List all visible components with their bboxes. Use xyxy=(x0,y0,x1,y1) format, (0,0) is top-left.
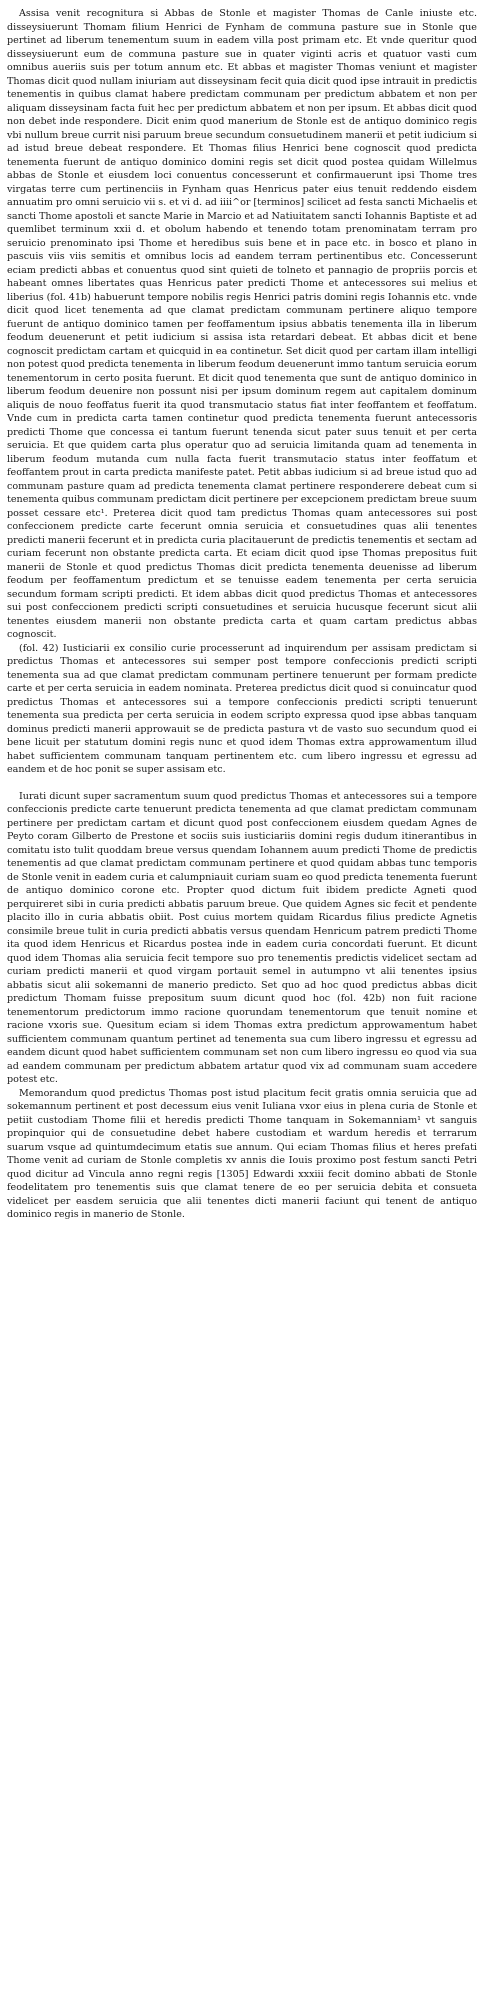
paragraph-iurati: Iurati dicunt super sacramentum suum quod predictus Thomas et antecessores sui a tempore confeccionis predicte carte tenuerunt predicta tenementa ad que clamat predictam communam pertinere per predictam cartam et dicunt quod post confeccionem eiusdem quedam Agnes de Peyto coram Gilberto de Prestone et sociis suis iusticiariis domini regis dudum itinerantibus in comitatu isto tulit quoddam breue versus quendam Iohannem auum predicti Thome de predictis tenementis ad que clamat predictam communam pertinere et quod quidam abbas tunc temporis de Stonle venit in eadem curia et calumpniauit curiam suam eo quod predicta tenementa fuerunt de antiquo dominico corone etc. Propter quod dictum fuit ibidem predicte Agneti quod perquireret sibi in curia predicti abbatis paruum breue. Que quidem Agnes sic fecit et pendente placito illo in curia abbatis obiit. Post cuius mortem quidam Ricardus filius predicte Agnetis consimile breue tulit in curia predicti abbatis versus quendam Henricum patrem predicti Thome ita quod idem Henricus et Ricardus postea inde in eadem curia concordati fuerunt. Et dicunt quod idem Thomas alia seruicia fecit tempore suo pro tenementis predictis videlicet sectam ad curiam predicti manerii et quod virgam portauit semel in autumpno vt alii tenentes ipsius abbatis sicut alii sokemanni de manerio predicto. Set quo ad hoc quod predictus abbas dicit predictum Thomam fuisse prepositum suum dicunt quod hoc (fol. 42b) non fuit racione tenementorum predictorum immo racione quorundam tenementorum que tenuit nomine et racione vxoris sue. Quesitum eciam si idem Thomas extra predictum approwamentum habet sufficientem communam quantum pertinet ad tenementa sua cum libero ingressu et egressu ad eandem dicunt quod habet sufficientem communam set non cum libero ingressu eo quod via sua ad eandem communam per predictum abbatem artatur quod vix ad communam suam accedere potest etc. xyxy=(7,790,477,1085)
paragraph-iusticiarii: (fol. 42) Iusticiarii ex consilio curie processerunt ad inquirendum per assisam predictam si predictus Thomas et antecessores sui semper post tempore confeccionis predicti scripti tenementa sua ad que clamat predictam communam pertinere tenuerunt per formam predicte carte et per certa seruicia in eadem nominata. Preterea predictus dicit quod si conuincatur quod predictus Thomas et antecessores sui a tempore confeccionis predicti scripti tenuerunt tenementa sua predicta per certa seruicia in eodem scripto expressa quod ipse abbas tanquam dominus predicti manerii approwauit se de predicta pastura vt de vasto suo secundum quod ei bene licuit per statutum domini regis nunc et quod idem Thomas extra approwamentum illud habet sufficientem communam tanquam pertinentem etc. cum libero ingressu et egressu ad eandem et de hoc ponit se super assisam etc. xyxy=(7,642,477,775)
paragraph-assisa: Assisa venit recognitura si Abbas de Stonle et magister Thomas de Canle iniuste etc. disseysiuerunt Thomam filium Henrici de Fynham de communa pasture sue in Stonle que pertinet ad liberum tenementum suum in eadem villa post primam etc. Et vnde queritur quod disseysiuerunt eum de communa pasture sue in quater viginti acris et quatuor vasti cum omnibus aueriis suis per totum annum etc. Et abbas et magister Thomas veniunt et magister Thomas dicit quod nullam iniuriam aut disseysinam fecit quia dicit quod ipse intrauit in predictis tenementis in quibus clamat habere predictam communam per predictum abbatem et non per aliquam disseysinam facta fuit hec per predictum abbatem et non per ipsum. Et abbas dicit quod non debet inde respondere. Dicit enim quod manerium de Stonle est de antiquo dominico regis vbi nullum breue currit nisi paruum breue secundum consuetudinem manerii et petit iudicium si ad istud breue debeat respondere. Et Thomas filius Henrici bene cognoscit quod predicta tenementa fuerunt de antiquo dominico domini regis set dicit quod postea quidam Willelmus abbas de Stonle et eiusdem loci conuentus concesserunt et confirmauerunt ipsi Thome tres virgatas terre cum pertinenciis in Fynham quas Henricus pater eius tenuit reddendo eisdem annuatim pro omni seruicio vii s. et vi d. ad iiii^or [terminos] scilicet ad festa sancti Michaelis et sancti Thome apostoli et sancte Marie in Marcio et ad Natiuitatem sancti Iohannis Baptiste et ad quemlibet terminum xxii d. et obolum habendo et tenendo totam prenominatam terram pro seruicio prenominato ipsi Thome et heredibus suis bene et in pace etc. in bosco et plano in pascuis viis viis semitis et omnibus locis ad eandem terram pertinentibus etc. Concesserunt eciam predicti abbas et conuentus quod sint quieti de tolneto et pannagio de propriis porcis et habeant omnes libertates quas Henricus pater predicti Thome et antecessores sui melius et liberius (fol. 41b) habuerunt tempore nobilis regis Henrici patris domini regis Iohannis etc. vnde dicit quod licet tenementa ad que clamat predictam communam pertinere aliquo tempore fuerunt de antiquo dominico tamen per feoffamentum ipsius abbatis tenementa illa in liberum feodum deuenerunt et petit iudicium si assisa ista retardari debeat. Et abbas dicit et bene cognoscit predictam cartam et quicquid in ea continetur. Set dicit quod per cartam illam intelligi non potest quod predicta tenementa in liberum feodum deuenerunt immo tantum seruicia eorum tenementorum in certo posita fuerunt. Et dicit quod tenementa que sunt de antiquo dominico in liberum feodum deuenire non possunt nisi per ipsum dominum regem aut capitalem dominum aliquis de nouo feoffatus fuerit ita quod transmutacio status fiat inter feoffantem et feoffatum. Vnde cum in predicta carta tamen continetur quod predicta tenementa fuerunt antecessoris predicti Thome que concessa ei tantum fuerunt tenenda sicut pater suus tenuit et per certa seruicia. Et que quidem carta plus operatur quo ad seruicia limitanda quam ad tenementa in liberum feodum mutanda cum nulla facta fuerit transmutacio status inter feoffatum et feoffantem prout in carta predicta manifeste patet. Petit abbas iudicium si ad breue istud quo ad communam pasture quam ad predicta tenementa clamat pertinere responderere debeat cum si tenementa quibus communam predictam dicit pertinere per excepcionem predictam breue suum posset cessare etc¹. Preterea dicit quod tam predictus Thomas quam antecessores sui post confeccionem predicte carte fecerunt omnia seruicia et consuetudines quas alii tenentes predicti manerii fecerunt et in predicta curia placitauerunt de predictis tenementis et sectam ad curiam fecerunt non obstante predicta carta. Et eciam dicit quod ipse Thomas prepositus fuit manerii de Stonle et quod predictus Thomas dicit predicta tenementa deuenisse ad liberum feodum per feoffamentum predictum et se tenuisse eadem tenementa per certa seruicia secundum formam scripti predicti. Et idem abbas dicit quod predictus Thomas et antecessores sui post confeccionem predicti scripti consuetudines et seruicia hucusque fecerunt sicut alii tenentes eiusdem manerii non obstante predicta carta et quam cartam predictus abbas cognoscit. xyxy=(7,8,477,640)
paragraph-spacer xyxy=(7,777,477,790)
paragraph-memorandum: Memorandum quod predictus Thomas post istud placitum fecit gratis omnia seruicia que ad sokemannum pertinent et post decessum eius venit Iuliana vxor eius in plena curia de Stonle et petiit custodiam Thome filii et heredis predicti Thome tanquam in Sokemanniam¹ vt sanguis propinquior qui de consuetudine debet habere custodiam et wardum heredis et terrarum suarum vsque ad quintumdecimum etatis sue annum. Qui eciam Thomas filius et heres prefati Thome venit ad curiam de Stonle completis xv annis die Iouis proximo post festum sancti Petri quod dicitur ad Vincula anno regni regis [1305] Edwardi xxxiii fecit domino abbati de Stonle feodelitatem pro tenementis suis que clamat tenere de eo per seruicia debita et consueta videlicet per easdem seruicia que alii tenentes dicti manerii faciunt qui tenent de antiquo dominico regis in manerio de Stonle. xyxy=(7,1087,477,1220)
